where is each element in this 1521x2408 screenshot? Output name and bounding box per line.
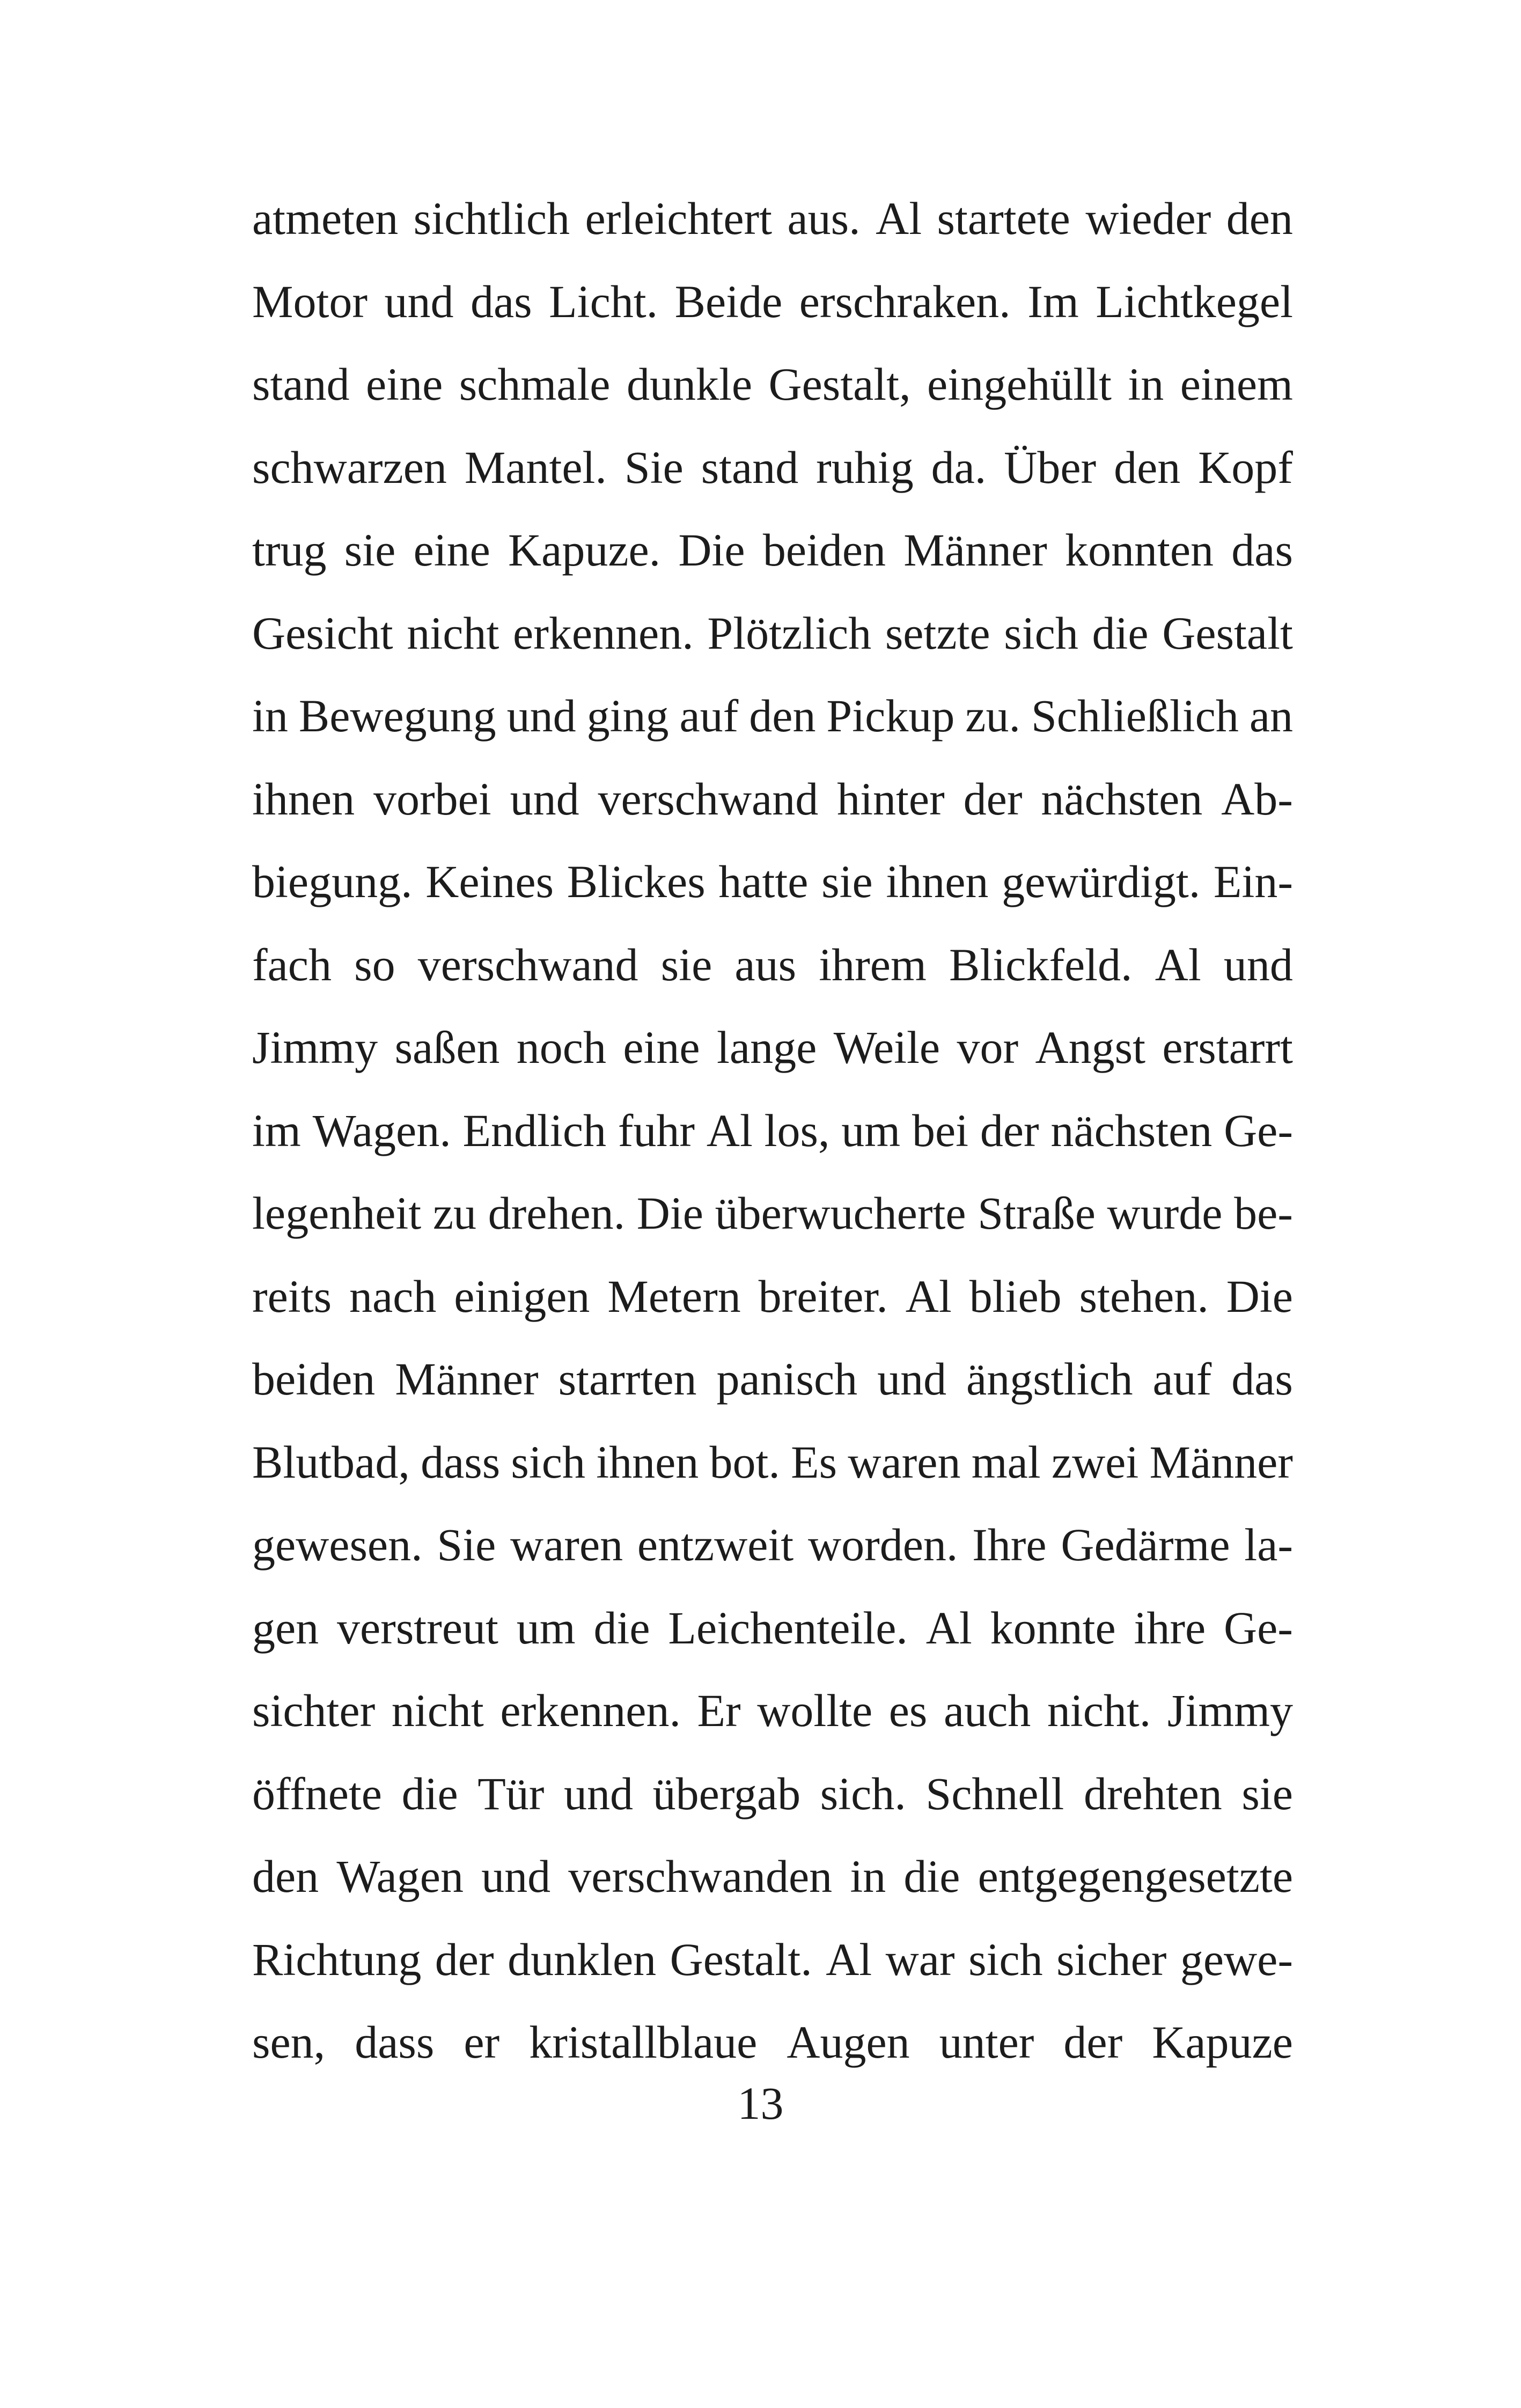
text-line: reits nach einigen Metern breiter. Al blieb stehen. Die bbox=[252, 1270, 1293, 1322]
text-line: öffnete die Tür und übergab sich. Schnell drehten sie bbox=[252, 1767, 1293, 1819]
text-line: Jimmy saßen noch eine lange Weile vor Angst erstarrt bbox=[252, 1022, 1293, 1073]
text-line: ihnen vorbei und verschwand hinter der nächsten Ab- bbox=[252, 773, 1293, 825]
text-line: im Wagen. Endlich fuhr Al los, um bei der nächsten Ge- bbox=[252, 1104, 1293, 1156]
text-line: schwarzen Mantel. Sie stand ruhig da. Über den Kopf bbox=[252, 441, 1293, 493]
text-line: Motor und das Licht. Beide erschraken. Im Lichtkegel bbox=[252, 275, 1293, 327]
body-text bbox=[252, 177, 1293, 2084]
page-number: 13 bbox=[737, 2077, 784, 2129]
text-line: Blutbad, dass sich ihnen bot. Es waren mal zwei Männer bbox=[252, 1436, 1293, 1488]
text-line: Richtung der dunklen Gestalt. Al war sich sicher gewe- bbox=[252, 1933, 1293, 1985]
text-line: in Bewegung und ging auf den Pickup zu. Schließlich an bbox=[252, 690, 1293, 742]
text-line: atmeten sichtlich erleichtert aus. Al startete wieder den bbox=[252, 193, 1293, 244]
text-line: den Wagen und verschwanden in die entgegengesetzte bbox=[252, 1851, 1293, 1902]
text-line: fach so verschwand sie aus ihrem Blickfeld. Al und bbox=[252, 938, 1293, 990]
text-line: beiden Männer starrten panisch und ängstlich auf das bbox=[252, 1353, 1293, 1405]
text-line: stand eine schmale dunkle Gestalt, eingehüllt in einem bbox=[252, 358, 1293, 410]
text-line: sichter nicht erkennen. Er wollte es auch nicht. Jimmy bbox=[252, 1685, 1293, 1736]
text-line: biegung. Keines Blickes hatte sie ihnen gewürdigt. Ein- bbox=[252, 856, 1293, 907]
text-line: Gesicht nicht erkennen. Plötzlich setzte sich die Gestalt bbox=[252, 607, 1293, 659]
text-line: legenheit zu drehen. Die überwucherte Straße wurde be- bbox=[252, 1187, 1293, 1239]
text-line: trug sie eine Kapuze. Die beiden Männer konnten das bbox=[252, 524, 1293, 576]
text-line: gen verstreut um die Leichenteile. Al konnte ihre Ge- bbox=[252, 1602, 1293, 1654]
text-line: sen, dass er kristallblaue Augen unter der Kapuze bbox=[252, 2016, 1293, 2068]
text-line: gewesen. Sie waren entzweit worden. Ihre Gedärme la- bbox=[252, 1519, 1293, 1570]
